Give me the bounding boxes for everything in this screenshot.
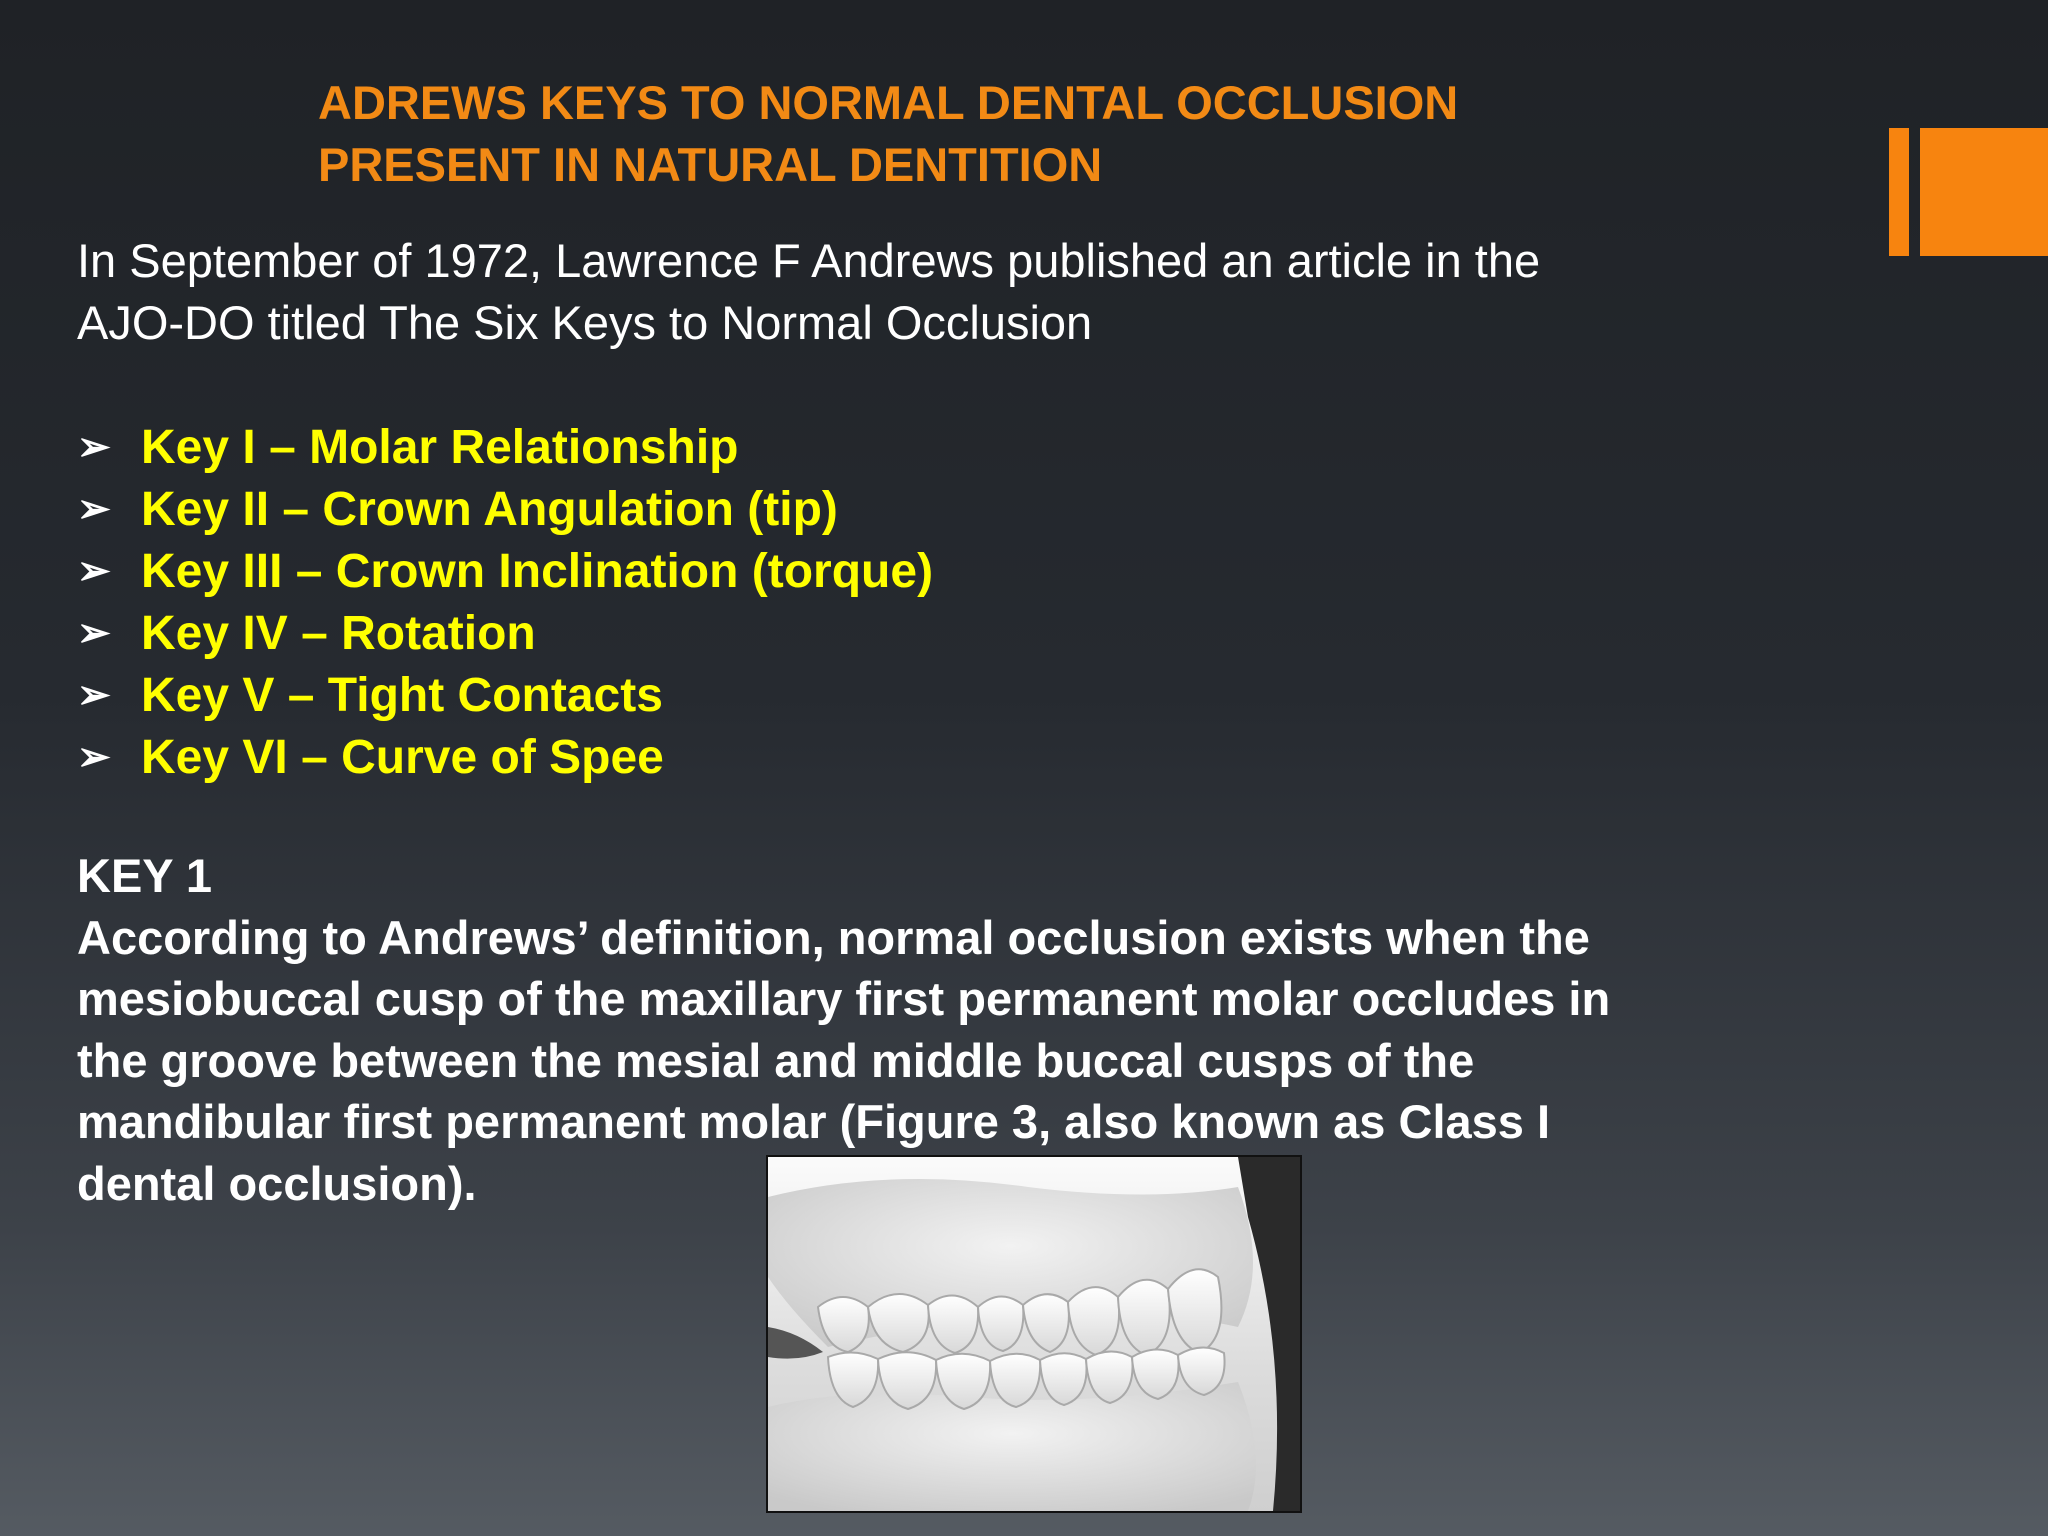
intro-line-2: AJO-DO titled The Six Keys to Normal Occlusion — [77, 296, 1093, 349]
accent-bar-block — [1920, 128, 2048, 256]
list-item — [77, 664, 933, 726]
key1-line-4: mandibular first permanent molar (Figure 3, also known as Class I — [77, 1095, 1551, 1148]
key1-line-2: mesiobuccal cusp of the maxillary first permanent molar occludes in — [77, 972, 1611, 1025]
list-item — [77, 540, 933, 602]
arrow-bullet-icon: ➢ — [77, 735, 111, 779]
key1-heading: KEY 1 — [77, 849, 212, 902]
arrow-bullet-icon: ➢ — [77, 487, 111, 531]
key-label: Key I – Molar Relationship — [141, 420, 739, 474]
key-label: Key VI – Curve of Spee — [141, 730, 664, 784]
dental-model-illustration — [768, 1157, 1300, 1511]
accent-bar-thin — [1889, 128, 1909, 256]
key1-line-5: dental occlusion). — [77, 1156, 477, 1210]
list-item — [77, 416, 933, 478]
arrow-bullet-icon: ➢ — [77, 425, 111, 469]
title-line-1: ADREWS KEYS TO NORMAL DENTAL OCCLUSION — [318, 76, 1459, 129]
key-label: Key III – Crown Inclination (torque) — [141, 544, 934, 598]
key-label: Key IV – Rotation — [141, 606, 536, 660]
slide-title — [318, 72, 1818, 196]
arrow-bullet-icon: ➢ — [77, 673, 111, 717]
dental-model-image — [766, 1155, 1302, 1513]
intro-paragraph — [77, 230, 1827, 354]
arrow-bullet-icon: ➢ — [77, 549, 111, 593]
arrow-bullet-icon: ➢ — [77, 611, 111, 655]
key1-line-1: According to Andrews’ definition, normal occlusion exists when the — [77, 910, 1590, 964]
keys-list — [77, 416, 933, 788]
key1-line-3: the groove between the mesial and middle buccal cusps of the — [77, 1033, 1475, 1087]
key-label: Key V – Tight Contacts — [141, 668, 663, 722]
list-item — [77, 602, 933, 664]
title-line-2: PRESENT IN NATURAL DENTITION — [318, 138, 1103, 191]
key-label: Key II – Crown Angulation (tip) — [141, 482, 838, 536]
intro-line-1: In September of 1972, Lawrence F Andrews published an article in the — [77, 234, 1541, 287]
list-item — [77, 478, 933, 540]
list-item — [77, 726, 933, 788]
